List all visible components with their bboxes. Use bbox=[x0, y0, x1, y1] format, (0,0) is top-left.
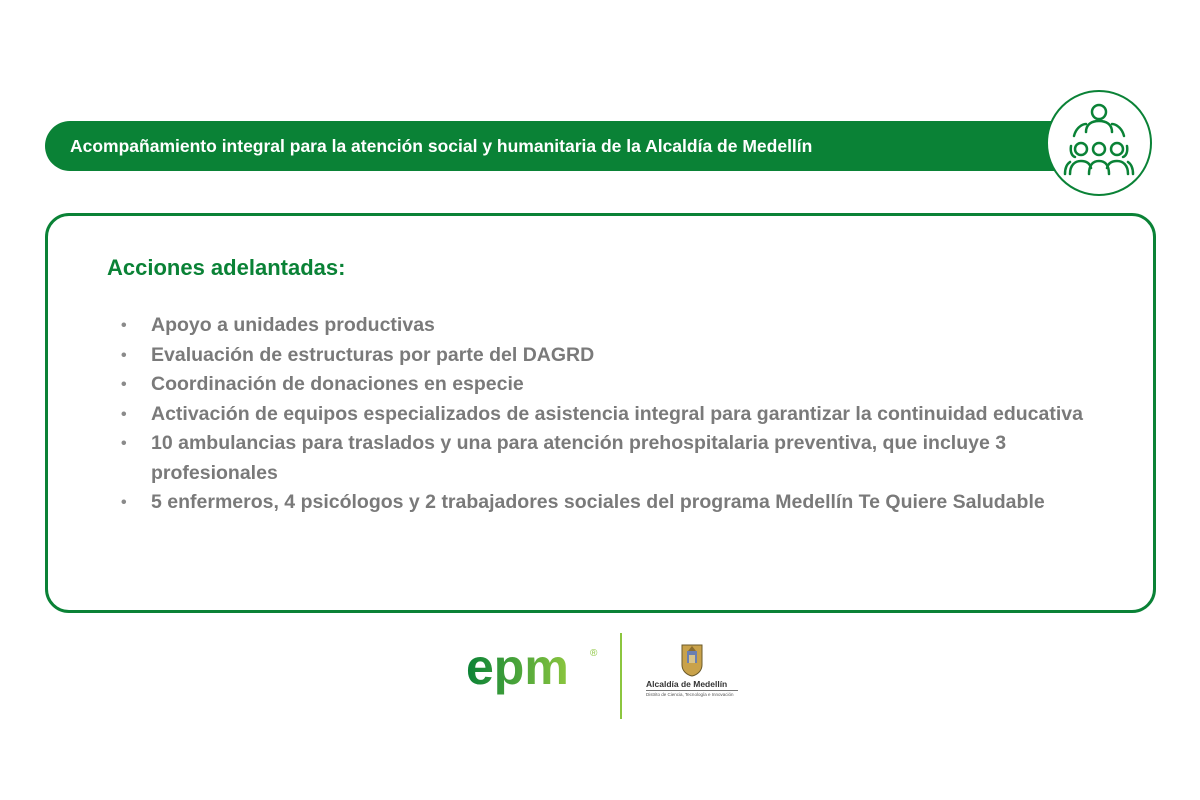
list-item-text: Coordinación de donaciones en especie bbox=[151, 373, 524, 395]
list-item bbox=[108, 429, 1108, 488]
list-item-text: Evaluación de estructuras por parte del DAGRD bbox=[151, 343, 595, 366]
page-title: Acompañamiento integral para la atención social y humanitaria de la Alcaldía de Medellín bbox=[70, 136, 813, 156]
list-item bbox=[108, 311, 1108, 341]
alcaldia-name: Alcaldía de Medellín bbox=[646, 679, 728, 689]
registered-mark: ® bbox=[590, 648, 598, 659]
alcaldia-subtitle: Distrito de Ciencia, Tecnología e Innovación bbox=[646, 692, 734, 697]
bullet-icon: • bbox=[121, 346, 127, 364]
epm-logo bbox=[466, 636, 606, 706]
list-item-text: Apoyo a unidades productivas bbox=[151, 314, 435, 336]
coat-of-arms-icon bbox=[680, 643, 704, 677]
actions-list bbox=[108, 311, 1108, 518]
list-item-text: 5 enfermeros, 4 psicólogos y 2 trabajadores sociales del programa Medellín Te Quiere Saludable bbox=[151, 491, 1045, 513]
bullet-icon: • bbox=[121, 494, 127, 511]
bullet-icon: • bbox=[121, 435, 127, 452]
list-item bbox=[108, 488, 1108, 518]
list-item-text: 10 ambulancias para traslados y una para atención prehospitalaria preventiva, que incluye 3 profesionales bbox=[151, 432, 1007, 484]
epm-wordmark: epm bbox=[466, 639, 569, 695]
list-item bbox=[108, 370, 1108, 400]
header-emblem bbox=[1046, 90, 1152, 196]
logo-divider bbox=[620, 633, 622, 719]
list-item bbox=[108, 400, 1108, 430]
section-heading: Acciones adelantadas: bbox=[107, 255, 346, 280]
list-item-text: Activación de equipos especializados de asistencia integral para garantizar la continuidad educativa bbox=[151, 402, 1083, 425]
alcaldia-logo bbox=[646, 643, 741, 709]
alcaldia-rule bbox=[646, 690, 738, 691]
bullet-icon: • bbox=[121, 376, 127, 393]
list-item bbox=[108, 341, 1108, 371]
bullet-icon: • bbox=[121, 405, 127, 423]
bullet-icon: • bbox=[121, 317, 127, 334]
community-people-icon bbox=[1062, 102, 1136, 186]
